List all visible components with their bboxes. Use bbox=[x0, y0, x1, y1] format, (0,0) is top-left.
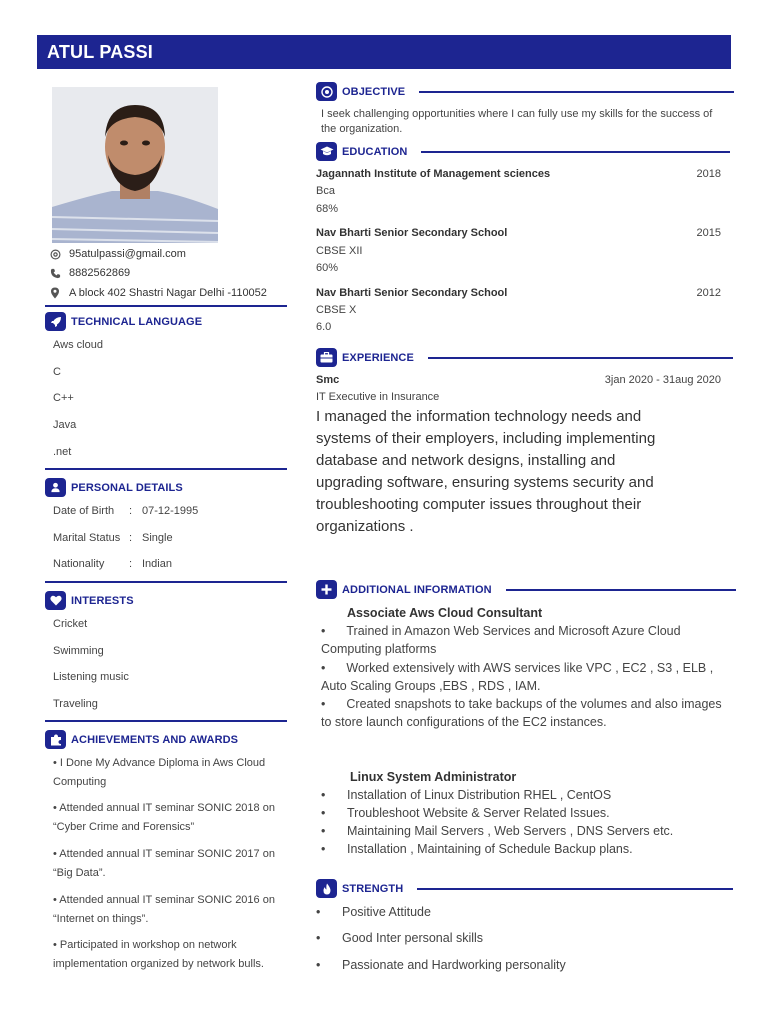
section-title: TECHNICAL LANGUAGE bbox=[71, 315, 203, 328]
at-sign-icon bbox=[48, 247, 62, 261]
education-heading bbox=[316, 142, 730, 161]
bullet-item bbox=[321, 622, 731, 658]
candidate-name: ATUL PASSI bbox=[47, 42, 154, 62]
address-text: A block 402 Shastri Nagar Delhi -110052 bbox=[69, 287, 267, 299]
list-item: Traveling bbox=[53, 698, 98, 710]
section-title: ADDITIONAL INFORMATION bbox=[342, 583, 492, 596]
email-text: 95atulpassi@gmail.com bbox=[69, 248, 186, 260]
bullet-text: Created snapshots to take backups of the volumes and also images to store launch configurations of the EC2 instances. bbox=[321, 697, 722, 729]
technical-language-heading bbox=[45, 312, 202, 331]
objective-heading bbox=[316, 82, 734, 101]
achievement-item: • Attended annual IT seminar SONIC 2016 on “Internet on things”. bbox=[53, 894, 275, 925]
role-title: Linux System Administrator bbox=[350, 770, 517, 784]
flame-icon bbox=[316, 879, 337, 898]
list-item: .net bbox=[53, 446, 72, 458]
bullet: • bbox=[316, 931, 321, 945]
strength-heading bbox=[316, 879, 733, 898]
section-rule bbox=[421, 151, 730, 153]
detail-value: Single bbox=[142, 532, 173, 544]
section-title: STRENGTH bbox=[342, 882, 404, 895]
bullet-item bbox=[321, 788, 611, 802]
experience-company: Smc bbox=[316, 374, 340, 386]
bullet: • bbox=[321, 842, 326, 856]
bullet: • bbox=[321, 661, 326, 675]
education-score: 60% bbox=[316, 262, 339, 274]
phone-text: 8882562869 bbox=[69, 267, 131, 279]
person-icon bbox=[45, 478, 66, 497]
bullet-text: Positive Attitude bbox=[342, 905, 431, 919]
bullet-item bbox=[321, 659, 731, 695]
section-title: ACHIEVEMENTS AND AWARDS bbox=[71, 733, 239, 746]
bullet: • bbox=[321, 806, 326, 820]
location-pin-icon bbox=[48, 286, 62, 300]
objective-text: I seek challenging opportunities where I can fully use my skills for the success of the organization. bbox=[321, 108, 713, 135]
detail-sep: : bbox=[129, 505, 133, 517]
detail-row bbox=[53, 532, 173, 544]
divider bbox=[45, 468, 287, 470]
experience-dates: 3jan 2020 - 31aug 2020 bbox=[604, 374, 721, 386]
section-rule bbox=[506, 589, 736, 591]
bullet-text: Trained in Amazon Web Services and Microsoft Azure Cloud Computing platforms bbox=[321, 624, 681, 656]
bullet-item bbox=[321, 842, 633, 856]
bullet-text: Good Inter personal skills bbox=[342, 931, 484, 945]
achievement-item: • Attended annual IT seminar SONIC 2017 on “Big Data”. bbox=[53, 848, 275, 879]
bullet-item bbox=[321, 824, 673, 838]
profile-photo bbox=[52, 87, 218, 243]
puzzle-icon bbox=[45, 730, 66, 749]
experience-description: I managed the information technology needs and systems of their employers, including implementing database and network designs, installing and upgrading software, ensuring systems security and troubleshooting computer issues throughout their organizations . bbox=[316, 408, 656, 535]
detail-row bbox=[53, 558, 172, 570]
bullet-text: Maintaining Mail Servers , Web Servers , DNS Servers etc. bbox=[347, 824, 674, 838]
list-item: Aws cloud bbox=[53, 339, 103, 351]
section-title: EXPERIENCE bbox=[342, 351, 414, 364]
education-course: CBSE XII bbox=[316, 245, 363, 257]
education-score: 68% bbox=[316, 203, 339, 215]
section-title: PERSONAL DETAILS bbox=[71, 481, 183, 494]
bullet: • bbox=[316, 905, 321, 919]
heart-icon bbox=[45, 591, 66, 610]
achievement-item: • I Done My Advance Diploma in Aws Cloud Computing bbox=[53, 757, 266, 788]
list-item: Cricket bbox=[53, 618, 88, 630]
target-icon bbox=[316, 82, 337, 101]
education-year: 2015 bbox=[696, 227, 721, 239]
experience-heading bbox=[316, 348, 733, 367]
bullet: • bbox=[321, 697, 326, 711]
phone-icon bbox=[48, 266, 62, 280]
detail-sep: : bbox=[129, 558, 133, 570]
education-course: CBSE X bbox=[316, 304, 357, 316]
detail-key: Date of Birth bbox=[53, 505, 115, 517]
bullet-item bbox=[321, 695, 731, 731]
section-title: OBJECTIVE bbox=[342, 85, 406, 98]
section-title: INTERESTS bbox=[71, 594, 134, 607]
bullet-item bbox=[321, 806, 610, 820]
education-institution: Jagannath Institute of Management sciences bbox=[316, 168, 551, 180]
bullet: • bbox=[316, 958, 321, 972]
education-year: 2012 bbox=[696, 287, 721, 299]
contact-address bbox=[48, 286, 267, 300]
bullet: • bbox=[321, 788, 326, 802]
bullet-text: Troubleshoot Website & Server Related Issues. bbox=[347, 806, 610, 820]
divider bbox=[45, 720, 287, 722]
plus-icon bbox=[316, 580, 337, 599]
experience-role: IT Executive in Insurance bbox=[316, 391, 440, 403]
achievement-item: • Participated in workshop on network implementation organized by network bulls. bbox=[53, 939, 264, 970]
name-header bbox=[37, 35, 731, 69]
personal-details-heading bbox=[45, 478, 183, 497]
rocket-icon bbox=[45, 312, 66, 331]
bullet-text: Installation , Maintaining of Schedule Backup plans. bbox=[347, 842, 633, 856]
divider bbox=[45, 305, 287, 307]
additional-info-heading bbox=[316, 580, 736, 599]
list-item: C bbox=[53, 366, 61, 378]
divider bbox=[45, 581, 287, 583]
achievements-heading bbox=[45, 730, 238, 749]
education-institution: Nav Bharti Senior Secondary School bbox=[316, 227, 508, 239]
bullet-text: Passionate and Hardworking personality bbox=[342, 958, 566, 972]
detail-key: Nationality bbox=[53, 558, 105, 570]
achievement-item: • Attended annual IT seminar SONIC 2018 on “Cyber Crime and Forensics” bbox=[53, 802, 275, 833]
list-item: Listening music bbox=[53, 671, 129, 683]
bullet-item bbox=[316, 931, 483, 945]
education-year: 2018 bbox=[696, 168, 721, 180]
detail-row bbox=[53, 505, 198, 517]
education-institution: Nav Bharti Senior Secondary School bbox=[316, 287, 508, 299]
detail-key: Marital Status bbox=[53, 532, 121, 544]
graduation-cap-icon bbox=[316, 142, 337, 161]
briefcase-icon bbox=[316, 348, 337, 367]
bullet-text: Worked extensively with AWS services like VPC , EC2 , S3 , ELB , Auto Scaling Groups ,EBS , RDS , IAM. bbox=[321, 661, 714, 693]
list-item: Java bbox=[53, 419, 77, 431]
education-score: 6.0 bbox=[316, 321, 332, 333]
section-title: EDUCATION bbox=[342, 145, 408, 158]
contact-email bbox=[48, 247, 186, 261]
section-rule bbox=[419, 91, 734, 93]
list-item: C++ bbox=[53, 392, 74, 404]
detail-value: 07-12-1995 bbox=[142, 505, 199, 517]
detail-value: Indian bbox=[142, 558, 172, 570]
section-rule bbox=[417, 888, 733, 890]
role-title: Associate Aws Cloud Consultant bbox=[347, 606, 543, 620]
education-course: Bca bbox=[316, 185, 335, 197]
section-rule bbox=[428, 357, 733, 359]
detail-sep: : bbox=[129, 532, 133, 544]
bullet: • bbox=[321, 824, 326, 838]
interests-heading bbox=[45, 591, 134, 610]
bullet-text: Installation of Linux Distribution RHEL , CentOS bbox=[347, 788, 612, 802]
list-item: Swimming bbox=[53, 645, 104, 657]
bullet: • bbox=[321, 624, 326, 638]
bullet-item bbox=[316, 905, 431, 919]
bullet-item bbox=[316, 958, 566, 972]
contact-phone bbox=[48, 266, 130, 280]
